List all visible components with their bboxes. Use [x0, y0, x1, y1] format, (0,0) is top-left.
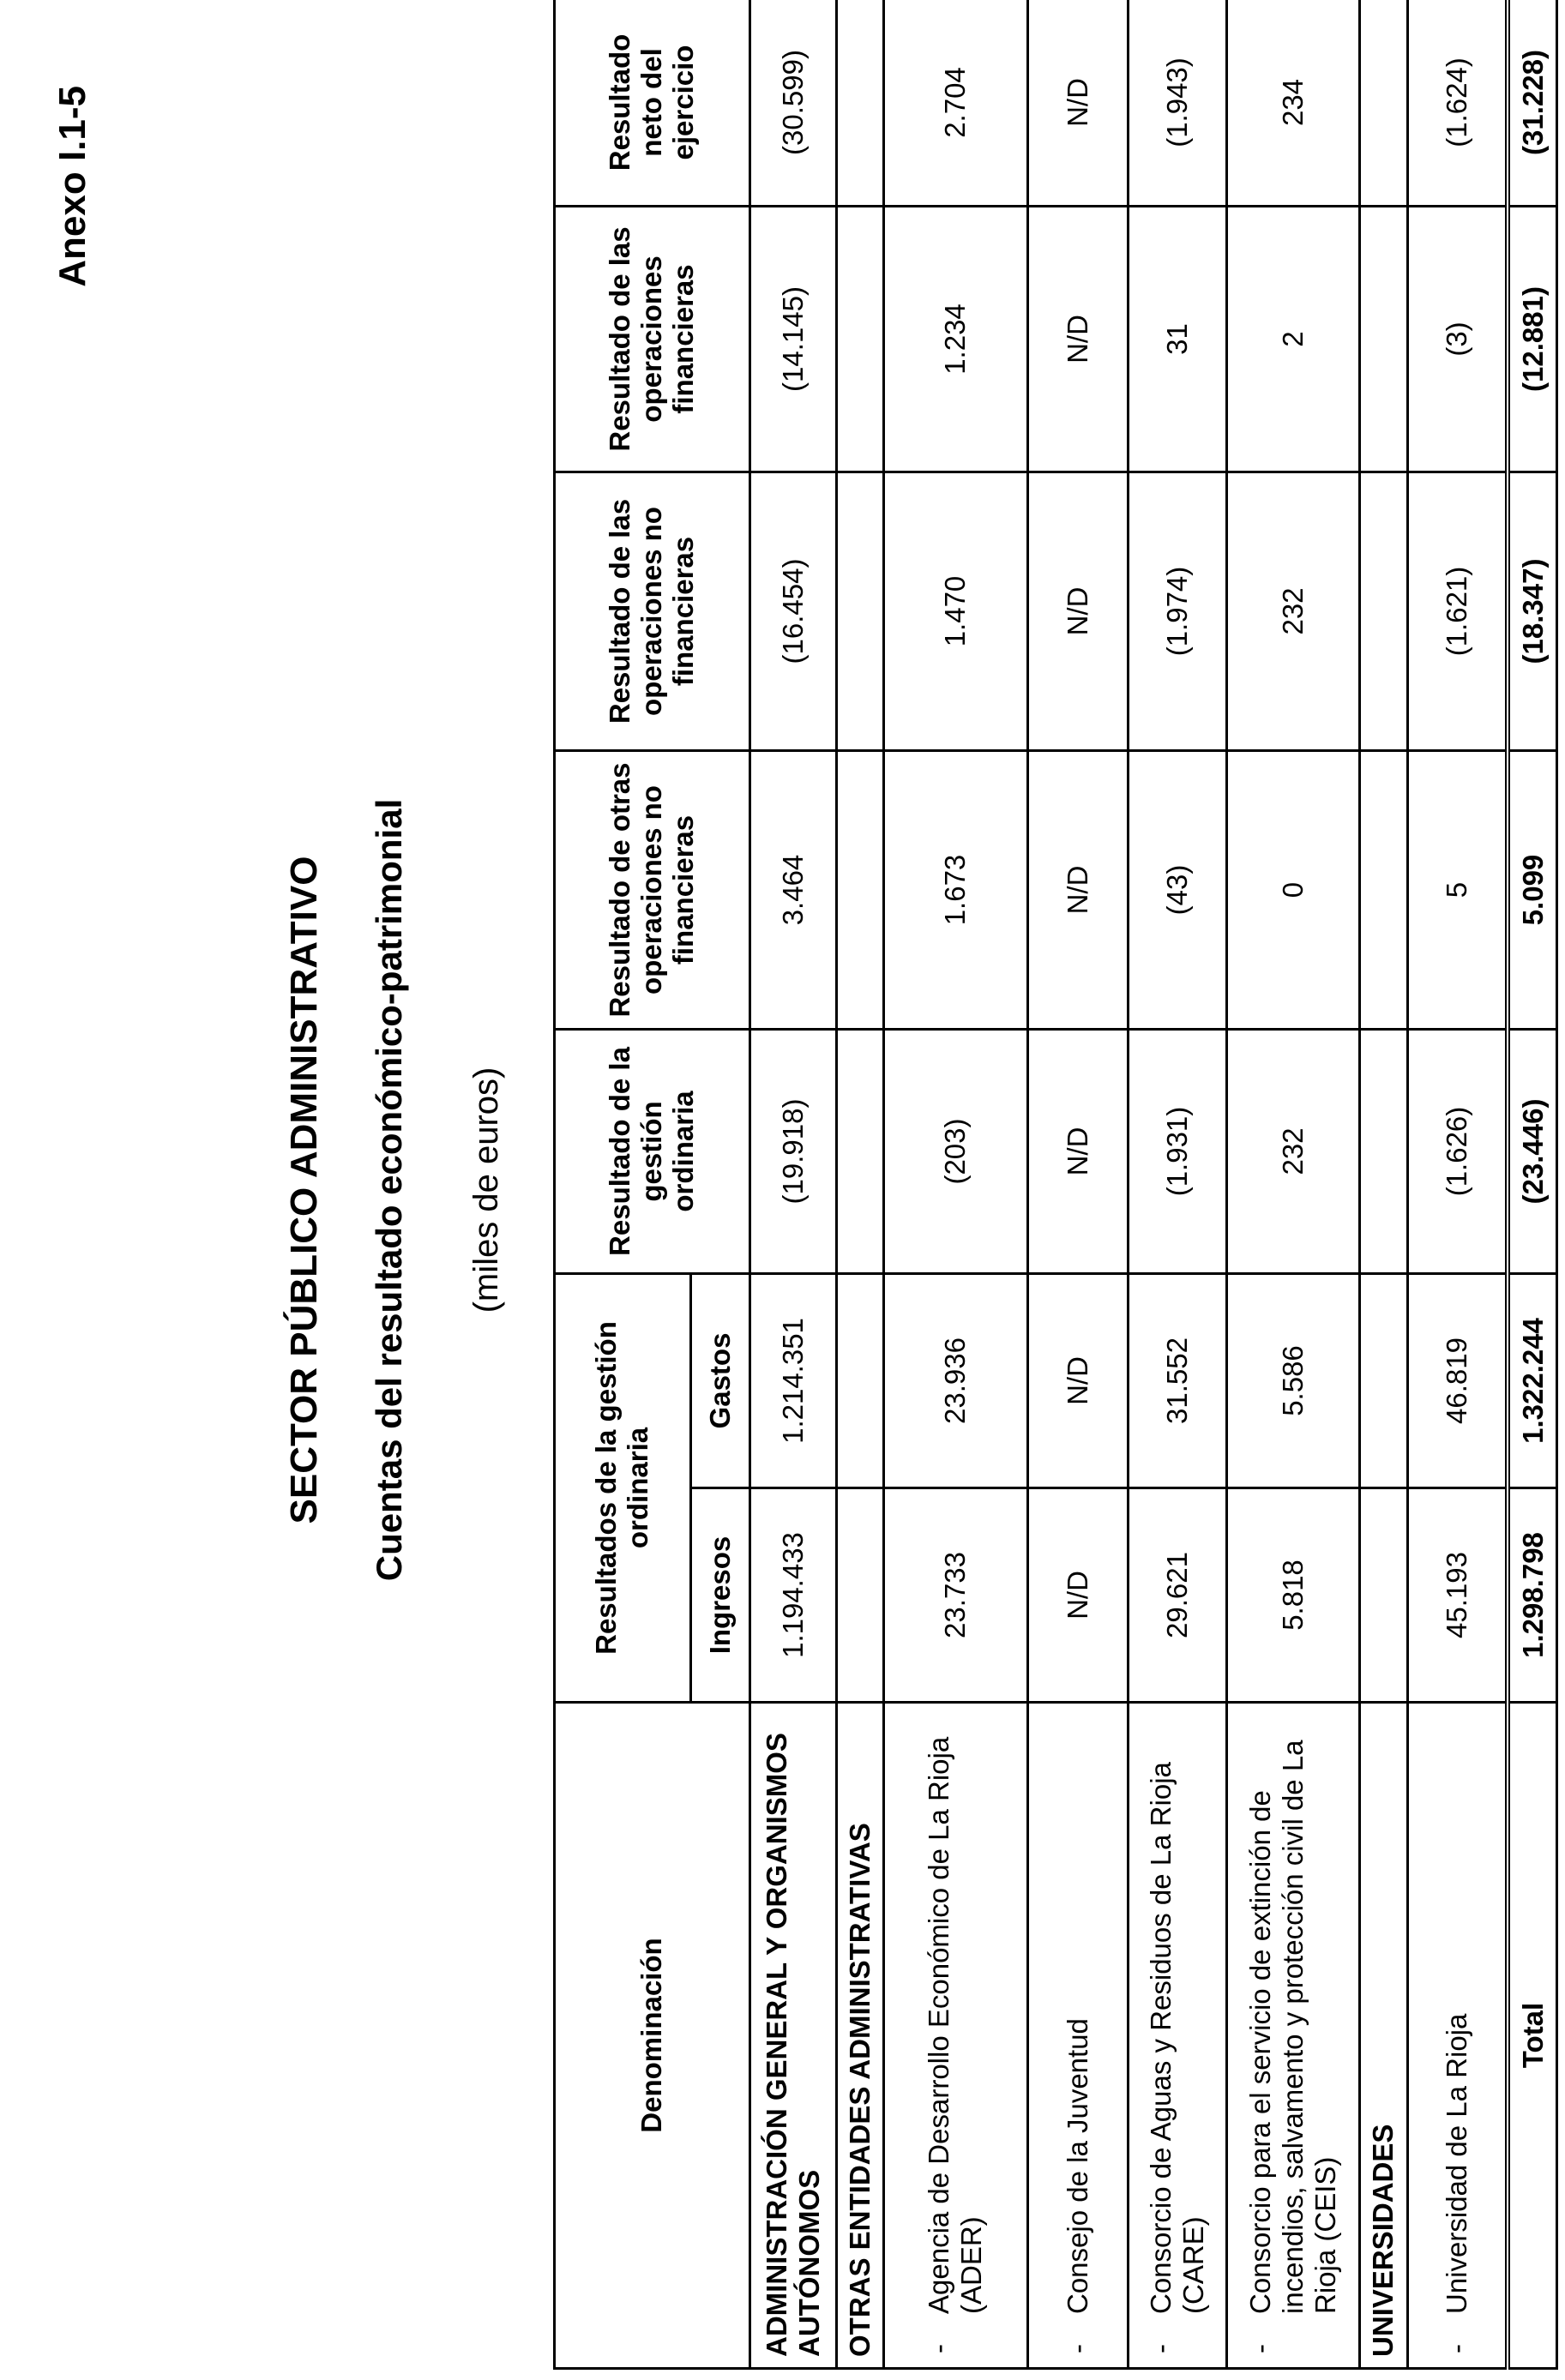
cell-gastos: 1.214.351	[750, 1274, 837, 1488]
cell-financieras: (12.881)	[1508, 207, 1556, 472]
row-name: -Agencia de Desarrollo Económico de La Rioja (ADER)	[883, 1703, 1027, 2369]
cell-gastos: 31.552	[1128, 1274, 1226, 1488]
header-resultado-financieras: Resultado de las operaciones financieras	[555, 207, 750, 472]
header-denominacion: Denominación	[555, 1703, 750, 2369]
row-name: ADMINISTRACIÓN GENERAL Y ORGANISMOS AUTÓNOMOS	[750, 1703, 837, 2369]
cell-ingresos: 5.818	[1227, 1488, 1360, 1703]
total-row	[1508, 0, 1556, 2369]
header-gastos: Gastos	[691, 1274, 750, 1488]
header-resultado-gestion: Resultado de la gestión ordinaria	[555, 1030, 750, 1274]
row-name: -Consorcio para el servicio de extinción de incendios, salvamento y protección civil de La Rioja (CEIS)	[1227, 1703, 1360, 2369]
cell-neto: (1.624)	[1407, 0, 1508, 207]
cell-otras: 3.464	[750, 751, 837, 1030]
section-label: UNIVERSIDADES	[1360, 1703, 1407, 2369]
cell-no-financieras: N/D	[1027, 472, 1128, 751]
section-row	[836, 0, 883, 2369]
cell-otras: N/D	[1027, 751, 1128, 1030]
section-label: OTRAS ENTIDADES ADMINISTRATIVAS	[836, 1703, 883, 2369]
cell-gastos: N/D	[1027, 1274, 1128, 1488]
cell-gestion: (1.626)	[1407, 1030, 1508, 1274]
units-note: (miles de euros)	[467, 1067, 505, 1313]
cell-ingresos: 23.733	[883, 1488, 1027, 1703]
cell-neto: (31.228)	[1508, 0, 1556, 207]
table-row	[1227, 0, 1360, 2369]
annex-label: Anexo I.1-5	[51, 86, 93, 287]
cell-gastos: 46.819	[1407, 1274, 1508, 1488]
cell-gestion: (19.918)	[750, 1030, 837, 1274]
cell-gestion: (203)	[883, 1030, 1027, 1274]
cell-gestion: N/D	[1027, 1030, 1128, 1274]
header-ingresos: Ingresos	[691, 1488, 750, 1703]
cell-otras: 5	[1407, 751, 1508, 1030]
cell-otras: 5.099	[1508, 751, 1556, 1030]
cell-otras: 1.673	[883, 751, 1027, 1030]
header-resultado-otras: Resultado de otras operaciones no financieras	[555, 751, 750, 1030]
table-row	[1027, 0, 1128, 2369]
cell-no-financieras: 232	[1227, 472, 1360, 751]
results-table	[553, 0, 1558, 2370]
cell-financieras: 1.234	[883, 207, 1027, 472]
table-row	[883, 0, 1027, 2369]
cell-gestion: (1.931)	[1128, 1030, 1226, 1274]
total-label: Total	[1508, 1703, 1556, 2369]
cell-neto: (30.599)	[750, 0, 837, 207]
cell-neto: (1.943)	[1128, 0, 1226, 207]
cell-gestion: 232	[1227, 1030, 1360, 1274]
row-name: -Universidad de La Rioja	[1407, 1703, 1508, 2369]
table-row	[1128, 0, 1226, 2369]
header-resultados-gestion: Resultados de la gestión ordinaria	[555, 1274, 691, 1703]
cell-ingresos: 29.621	[1128, 1488, 1226, 1703]
table-row	[750, 0, 837, 2369]
row-name: -Consorcio de Aguas y Residuos de La Rioja (CARE)	[1128, 1703, 1226, 2369]
cell-no-financieras: (16.454)	[750, 472, 837, 751]
cell-no-financieras: 1.470	[883, 472, 1027, 751]
page-subtitle: Cuentas del resultado económico-patrimonial	[369, 798, 409, 1582]
cell-ingresos: 45.193	[1407, 1488, 1508, 1703]
cell-neto: 234	[1227, 0, 1360, 207]
cell-gastos: 23.936	[883, 1274, 1027, 1488]
cell-gastos: 1.322.244	[1508, 1274, 1556, 1488]
section-row	[1360, 0, 1407, 2369]
row-name: -Consejo de la Juventud	[1027, 1703, 1128, 2369]
cell-otras: 0	[1227, 751, 1360, 1030]
header-resultado-no-financieras: Resultado de las operaciones no financieras	[555, 472, 750, 751]
cell-ingresos: N/D	[1027, 1488, 1128, 1703]
cell-no-financieras: (1.974)	[1128, 472, 1226, 751]
cell-no-financieras: (18.347)	[1508, 472, 1556, 751]
cell-financieras: 31	[1128, 207, 1226, 472]
cell-no-financieras: (1.621)	[1407, 472, 1508, 751]
cell-ingresos: 1.194.433	[750, 1488, 837, 1703]
page-title: SECTOR PÚBLICO ADMINISTRATIVO	[283, 856, 325, 1524]
cell-ingresos: 1.298.798	[1508, 1488, 1556, 1703]
cell-financieras: 2	[1227, 207, 1360, 472]
cell-financieras: (14.145)	[750, 207, 837, 472]
cell-gestion: (23.446)	[1508, 1030, 1556, 1274]
header-resultado-neto: Resultado neto del ejercicio	[555, 0, 750, 207]
table-row	[1407, 0, 1508, 2369]
cell-neto: 2.704	[883, 0, 1027, 207]
cell-financieras: N/D	[1027, 207, 1128, 472]
cell-gastos: 5.586	[1227, 1274, 1360, 1488]
cell-neto: N/D	[1027, 0, 1128, 207]
cell-otras: (43)	[1128, 751, 1226, 1030]
cell-financieras: (3)	[1407, 207, 1508, 472]
